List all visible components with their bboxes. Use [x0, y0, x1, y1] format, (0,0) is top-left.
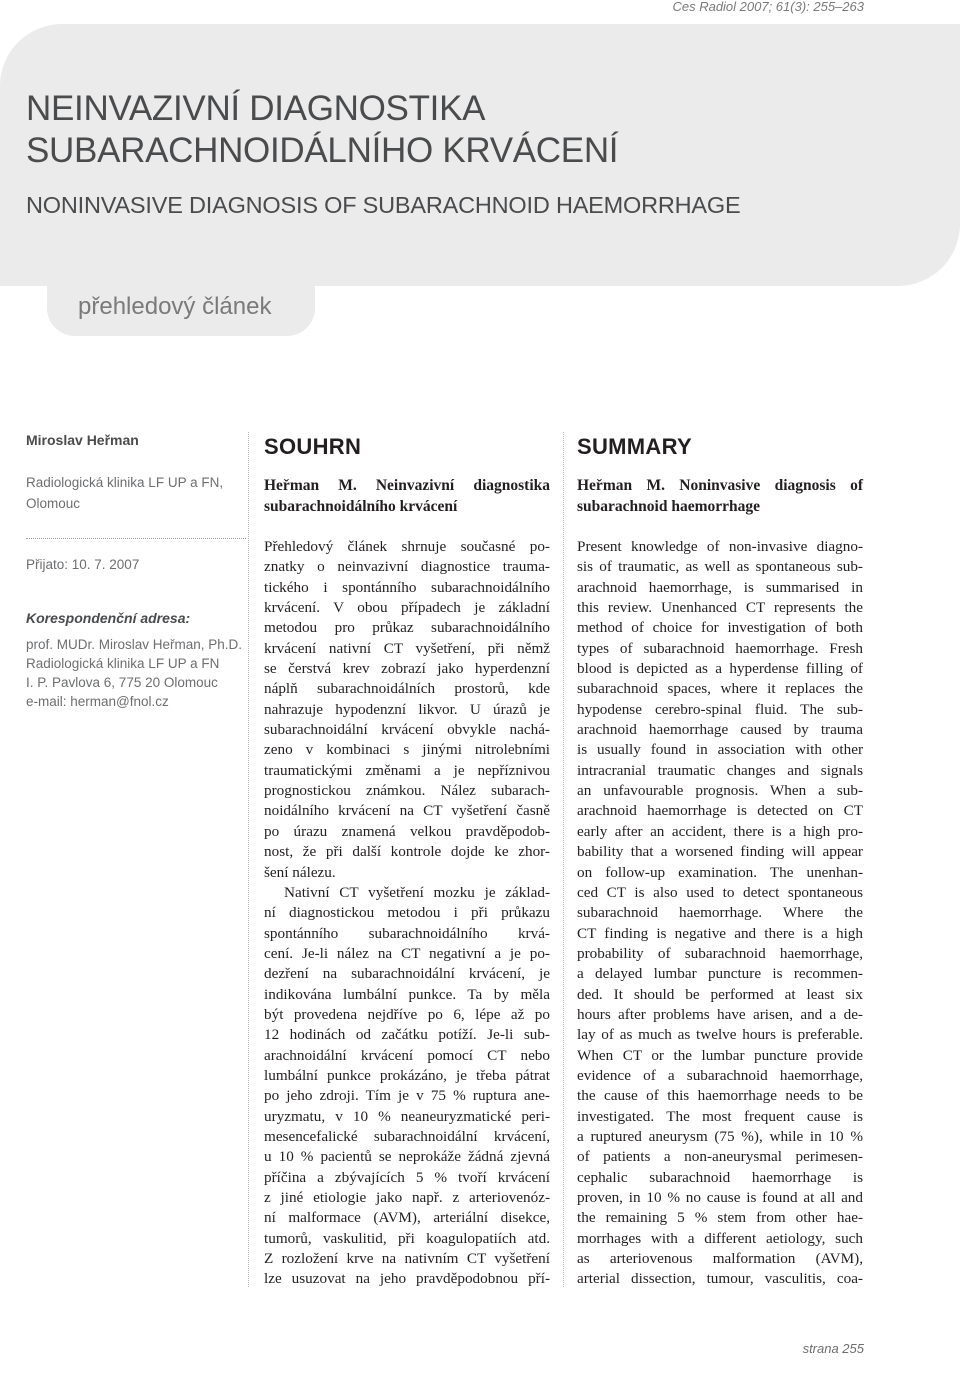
text-line: ní diagnostickou metodou i při průkazu: [264, 904, 550, 922]
text-line: ded. It should be performed at least six: [577, 985, 863, 1003]
text-line: po jeho zdroji. Tím je v 75 % ruptura ane-: [264, 1087, 550, 1105]
text-line: Present knowledge of non-invasive diagno-: [577, 538, 863, 555]
text-line: tického i spontánního subarachnoidálního: [264, 578, 550, 596]
text-line: tumorů, vaskulitid, při koagulopatiích atd.: [264, 1229, 550, 1247]
text-line: method of choice for investigation of both: [577, 619, 863, 637]
text-line: sis of traumatic, as well as spontaneous sub-: [577, 558, 863, 576]
sidebar-divider: [26, 538, 246, 539]
correspondence-line: Radiologická klinika LF UP a FN: [26, 656, 220, 671]
text-line: arachnoid haemorrhage is detected on CT: [577, 802, 863, 820]
text-line: indikována lumbální punkce. Ta by měla: [264, 985, 550, 1003]
text-line: investigated. The most frequent cause is: [577, 1107, 863, 1125]
text-line: bability that a worsened finding will appear: [577, 843, 863, 861]
text-line: arterial dissection, tumour, vasculitis, coa-: [577, 1270, 863, 1288]
text-line: se čerstvá krev zobrazí jako hyperdenzní: [264, 660, 550, 678]
text-line: metodou pro průkaz subarachnoidálního: [264, 619, 550, 637]
text-line: příčina a zbývajících 5 % tvoří krvácení: [264, 1168, 550, 1186]
souhrn-column: [264, 432, 550, 1288]
text-line: traumatickými změnami a je nepříznivou: [264, 761, 550, 779]
text-line: subarachnoid spaces, where it replaces the: [577, 680, 863, 698]
text-line: the cause of this haemorrhage needs to be: [577, 1087, 863, 1105]
text-line: intracranial traumatic changes and signals: [577, 761, 863, 779]
text-line: CT finding is negative and there is a high: [577, 924, 863, 942]
text-line: být provedena nejdříve po 6, lépe až po: [264, 1005, 550, 1023]
text-line: evidence of a subarachnoid haemorrhage,: [577, 1066, 863, 1084]
text-line: lay of as much as twelve hours is preferable.: [577, 1026, 863, 1044]
journal-reference: Ces Radiol 2007; 61(3): 255–263: [672, 0, 864, 14]
text-line: nahrazuje hypodenzní likvor. U úrazů je: [264, 700, 550, 718]
text-line: lumbální punkce prokázáno, je třeba pátrat: [264, 1066, 550, 1084]
summary-heading: SUMMARY: [577, 434, 692, 459]
article-title-english: NONINVASIVE DIAGNOSIS OF SUBARACHNOID HAEMORRHAGE: [26, 192, 741, 218]
correspondence-email: e-mail: herman@fnol.cz: [26, 694, 169, 709]
text-line: prognostickou známkou. Nález subarach-: [264, 782, 550, 800]
text-line: subarachnoid haemorrhage. Where the: [577, 904, 863, 922]
text-line: náplň subarachnoidálních prostorů, kde: [264, 680, 550, 698]
text-line: lze usuzovat na jeho pravděpodobnou pří-: [264, 1270, 550, 1288]
text-line: types of subarachnoid haemorrhage. Fresh: [577, 639, 863, 657]
text-line: cephalic subarachnoid haemorrhage is: [577, 1168, 863, 1186]
text-line: z jiné etiologie jako např. z arteriovenóz-: [264, 1189, 550, 1206]
text-line: this review. Unenhanced CT represents the: [577, 599, 863, 617]
text-line: mesencefalické subarachnoidální krvácení,: [264, 1127, 550, 1145]
text-line: probability of subarachnoid haemorrhage,: [577, 944, 863, 962]
text-line: zeno v kombinaci s jinými nitrolebními: [264, 741, 550, 759]
text-line: proven, in 10 % no cause is found at all and: [577, 1189, 863, 1206]
text-line: arachnoid haemorrhage, is summarised in: [577, 578, 863, 596]
text-line: 12 hodinách od začátku potíží. Je-li sub-: [264, 1026, 550, 1044]
summary-body: [577, 537, 863, 1290]
text-line: hours after problems have arisen, and a de-: [577, 1005, 863, 1023]
text-line: noidálního krvácení na CT vyšetření časně: [264, 802, 550, 820]
text-line: krvácení nativní CT vyšetření, při němž: [264, 639, 550, 657]
text-line: morrhages with a different aetiology, such: [577, 1229, 863, 1247]
text-line: arachnoid haemorrhage caused by trauma: [577, 721, 863, 739]
text-line: is usually found in association with other: [577, 741, 863, 759]
souhrn-body: [264, 537, 550, 1290]
souhrn-heading: SOUHRN: [264, 434, 362, 459]
text-line: cení. Je-li nález na CT negativní a je po-: [264, 944, 550, 962]
text-line: znatky o neinvazivní diagnostice trauma-: [264, 558, 550, 576]
text-line: When CT or the lumbar puncture provide: [577, 1046, 863, 1064]
text-line: po úrazu znamená velkou pravděpodob-: [264, 822, 550, 840]
text-line: as arteriovenous malformation (AVM),: [577, 1250, 863, 1268]
article-type-label: přehledový článek: [78, 293, 272, 320]
text-line: u 10 % pacientů se neprokáže žádná zjevná: [264, 1148, 550, 1166]
text-line: on follow-up examination. The unenhan-: [577, 863, 863, 881]
text-line: šení nálezu.: [264, 863, 336, 881]
text-line: hypodense cerebro-spinal fluid. The sub-: [577, 700, 863, 718]
text-line: Nativní CT vyšetření mozku je základ-: [284, 883, 550, 901]
text-line: the remaining 5 % stem from other hae-: [577, 1209, 863, 1227]
summary-citation: Heřman M. Noninvasive diagnosis of subarachnoid haemorrhage: [577, 477, 863, 515]
title-cz-line-2: SUBARACHNOIDÁLNÍHO KRVÁCENÍ: [26, 131, 619, 170]
text-line: dezření na subarachnoidální krvácení, je: [264, 965, 550, 983]
text-line: early after an accident, there is a high pro-: [577, 822, 863, 840]
text-line: a ruptured aneurysm (75 %), while in 10 %: [577, 1127, 863, 1145]
correspondence-label: Korespondenční adresa:: [26, 610, 191, 626]
text-line: uryzmatu, v 10 % neaneuryzmatické peri-: [264, 1107, 550, 1125]
author-name: Miroslav Heřman: [26, 432, 139, 448]
text-line: an unfavourable prognosis. When a sub-: [577, 782, 863, 800]
text-line: ced CT is also used to detect spontaneous: [577, 883, 863, 901]
title-cz-line-1: NEINVAZIVNÍ DIAGNOSTIKA: [26, 89, 486, 128]
column-divider: [563, 432, 564, 1287]
summary-column: [577, 432, 863, 1288]
text-line: ní malformace (AVM), arteriální disekce,: [264, 1209, 550, 1227]
correspondence-line: prof. MUDr. Miroslav Heřman, Ph.D.: [26, 637, 243, 652]
text-line: spontánního subarachnoidálního krvá-: [264, 924, 550, 942]
text-line: blood is depicted as a hyperdense filling of: [577, 660, 863, 678]
text-line: subarachnoidální krvácení obvykle nachá-: [264, 721, 550, 739]
column-divider: [248, 432, 249, 1287]
text-line: Přehledový článek shrnuje současné po-: [264, 538, 550, 555]
page-number: strana 255: [802, 1341, 864, 1356]
correspondence-address: [26, 635, 242, 711]
author-affiliation: Radiologická klinika LF UP a FN, Olomouc: [26, 475, 224, 511]
received-date: Přijato: 10. 7. 2007: [26, 557, 140, 572]
text-line: Z rozložení krve na nativním CT vyšetření: [264, 1250, 550, 1268]
souhrn-citation: Heřman M. Neinvazivní diagnostika subarachnoidálního krvácení: [264, 477, 550, 515]
text-line: a delayed lumbar puncture is recommen-: [577, 965, 863, 983]
correspondence-line: I. P. Pavlova 6, 775 20 Olomouc: [26, 675, 218, 690]
article-title-czech: [26, 88, 926, 172]
text-line: nost, že při další kontrole dojde ke zhor-: [264, 843, 550, 861]
text-line: krvácení. V obou případech je základní: [264, 599, 550, 617]
text-line: arachnoidální krvácení pomocí CT nebo: [264, 1046, 550, 1064]
text-line: of patients a non-aneurysmal perimesen-: [577, 1148, 863, 1166]
